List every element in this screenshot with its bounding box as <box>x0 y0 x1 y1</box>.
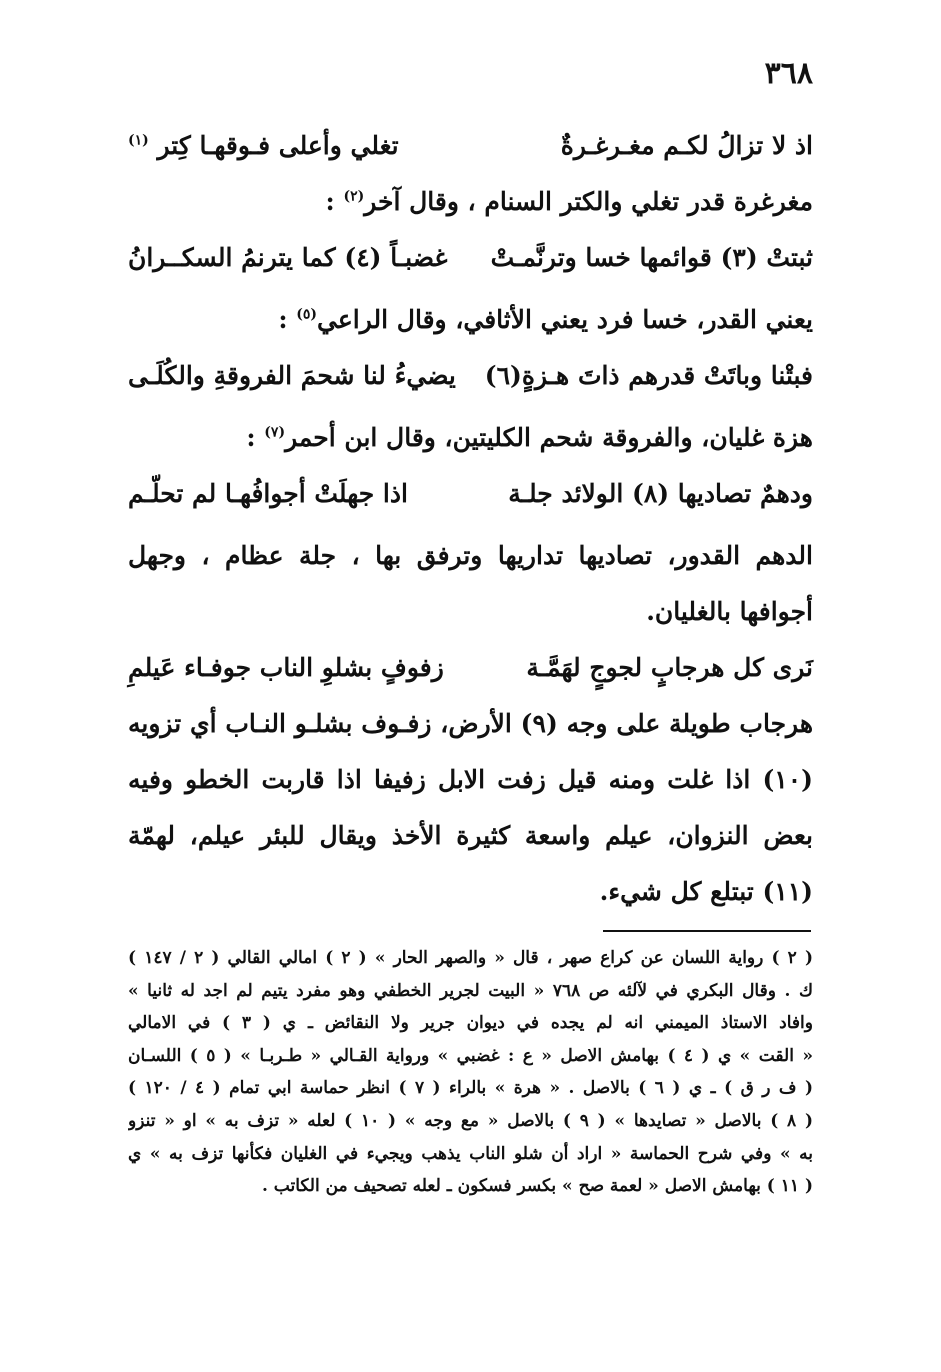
commentary-paragraph-2: هرجاب طويلة على وجه (٩) الأرض، زفـوف بشلـو النـاب أي تزويه (١٠) اذا غلت ومنه قيل زفت الابل زفيفا اذا قاربت الخطو وفيه بعض النزوان، عيلم واسعة كثيرة الأخذ ويقال للبئر عيلم، لهمّة (١١) تبتلع كل شيء. <box>128 709 814 906</box>
verse-second-hemistich: زفوفٍ بشلوِ الناب جوفـاء عَيلمِ <box>128 653 444 682</box>
verse-second-hemistich: غضبـاً (٤) كما يترنمُ السكــرانُ <box>128 243 448 272</box>
verse-first-hemistich: اذ لا تزالُ لكـم مغـرغـرةٌ <box>560 131 813 160</box>
verse-line-2 <box>128 230 813 282</box>
prose-text: يعني القدر، خسا فرد يعني الأثافي، وقال الراعي <box>317 305 813 334</box>
prose-tail: : <box>278 305 297 334</box>
verse-second-hemistich: يضيءُ لنا شحمَ الفروقةِ والكُلَـى <box>128 361 456 390</box>
footnotes <box>128 942 813 1203</box>
footnote-line: ( ٨ ) بالاصل « تصايدها » ( ٩ ) بالاصل « مع وجه » ( ١٠ ) لعله « تزف به » او « تنزو <box>128 1110 813 1131</box>
prose-line-3 <box>128 410 813 466</box>
verse-first-hemistich: فبتْنا وباتَتْ قدرهم ذاتَ هـزةٍ(٦) <box>484 361 813 390</box>
prose-tail: : <box>246 423 265 452</box>
footnote-line: به » وفي شرح الحماسة « اراد أن شلو الناب يذهب ويجيء في الغليان فكأنها تزف به » ي <box>128 1143 813 1164</box>
footnote-line: ( ٢ ) رواية اللسان عن كراع صهر ، قال « والصهر الحار » ( ٢ ) امالي القالي ( ٢ / ١٤٧ ) <box>128 948 813 968</box>
verse-second-hemistich: اذا جهلَتْ أجوافُهـا لم تحلّـم <box>128 479 408 508</box>
verse-second-hemistich <box>128 118 399 174</box>
page-number: ٣٦٨ <box>764 56 813 91</box>
verse-line-3 <box>128 348 813 400</box>
verse-second-text: تغلي وأعلى فـوقهـا كِتر <box>157 131 399 160</box>
verse-line-4 <box>128 466 813 518</box>
footnote-line: ك . وقال البكري في لآلئه ص ٧٦٨ « البيت لجرير الخطفي وهو مفرد يتيم لم اجد له ثانيا » <box>128 980 813 1001</box>
prose-text: مغرغرة قدر تغلي والكتر السنام ، وقال آخر <box>364 187 813 216</box>
footnote-marker: (١) <box>128 132 149 149</box>
prose-line-2 <box>128 292 813 348</box>
verse-first-hemistich: ثبتتْ (٣) قوائمها خسا وترنَّمـتْ <box>490 243 813 272</box>
footnote-line: ( ١١ ) بهامش الاصل « لعمة صح » بكسر فسكون ـ لعله تصحيف من الكاتب . <box>261 1176 813 1197</box>
footnote-marker: (٢) <box>343 188 365 205</box>
prose-text: هزة غليان، والفروقة شحم الكليتين، وقال ابن أحمر <box>285 423 813 452</box>
prose-line-1 <box>128 174 813 230</box>
body-text <box>128 118 813 920</box>
verse-line-5 <box>128 640 813 696</box>
verse-first-hemistich: ودهمٌ تصاديها (٨) الولائد جلـة <box>508 479 813 508</box>
footnote-marker: (٥) <box>296 306 318 323</box>
prose-tail: : <box>325 187 344 216</box>
verse-first-hemistich: نَرى كل هرجابٍ لجوجٍ لهَمَّـة <box>526 653 813 682</box>
footnote-line: ( ف ر ق ) ـ ي ( ٦ ) بالاصل . « هرة » بالراء ( ٧ ) انظر حماسة ابي تمام ( ٤ / ١٢٠ ) <box>128 1078 813 1099</box>
footnote-marker: (٧) <box>264 424 286 441</box>
footnote-divider <box>603 930 811 932</box>
commentary-paragraph-1: الدهم القدور، تصاديها تداريها وترفق بها ، جلة عظام ، وجهل أجوافها بالغليان. <box>128 541 813 626</box>
footnote-line: وافاد الاستاذ الميمني انه لم يجده في ديوان جرير ولا النقائض ـ ي ( ٣ ) في الامالي <box>128 1013 813 1034</box>
footnote-line: « القت » ي ( ٤ ) بهامش الاصل « ع : غضبي » ورواية القـالي « طـربـا » ( ٥ ) اللسـان <box>128 1045 813 1066</box>
verse-line-1 <box>128 118 813 174</box>
